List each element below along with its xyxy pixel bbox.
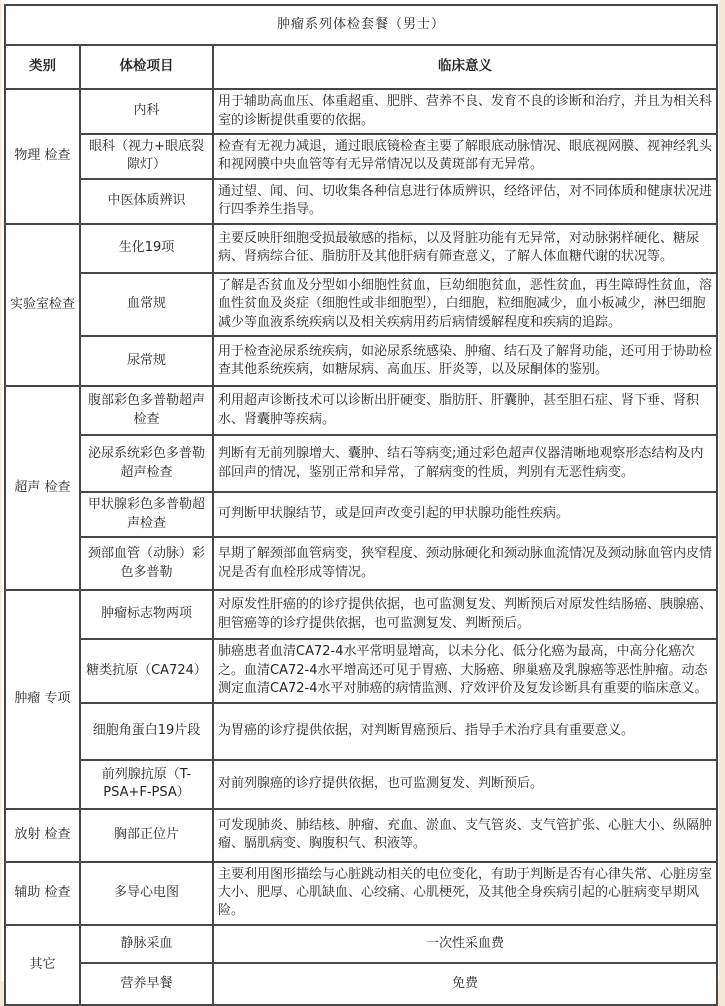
item-cell: 糖类抗原（CA724） (80, 639, 213, 702)
item-cell: 眼科（视力+眼底裂隙灯） (80, 134, 213, 179)
table-row (5, 809, 717, 862)
meaning-cell: 主要利用图形描绘与心脏跳动相关的电位变化，有助于判断是否有心律失常、心脏房室大小、肥厚、心肌缺血、心绞痛、心肌梗死，及其他全身疾病引起的心脏病变早期风险。 (213, 862, 717, 925)
table-row (5, 179, 717, 224)
meaning-cell: 可判断甲状腺结节，或是回声改变引起的甲状腺功能性疾病。 (213, 492, 717, 537)
item-cell: 颈部血管（动脉）彩色多普勒 (80, 537, 213, 590)
meaning-cell: 主要反映肝细胞受损最敏感的指标，以及肾脏功能有无异常，对动脉粥样硬化、糖尿病、肾病综合征、脂肪肝及其他肝病有筛查意义，了解人体血糖代谢的状况等。 (213, 224, 717, 273)
meaning-cell: 利用超声诊断技术可以诊断出肝硬变、脂肪肝、肝囊肿，甚至胆石症、肾下垂、肾积水、肾囊肿等疾病。 (213, 386, 717, 435)
col-header-category: 类别 (5, 45, 80, 89)
meaning-cell: 检查有无视力减退，通过眼底镜检查主要了解眼底动脉情况、眼底视网膜、视神经乳头和视网膜中央血管等有无异常情况以及黄斑部有无异常。 (213, 134, 717, 179)
table-row (5, 336, 717, 386)
table-row (5, 134, 717, 179)
meaning-cell: 对原发性肝癌的的诊疗提供依据，也可监测复发、判断预后对原发性结肠癌、胰腺癌、胆管癌等的诊疗提供依据，也可监测复发、判断预后。 (213, 590, 717, 639)
table-row (5, 925, 717, 963)
table-row (5, 537, 717, 590)
item-cell: 多导心电图 (80, 862, 213, 925)
category-cell-tumor: 肿瘤 专项 (5, 590, 80, 808)
category-cell-other: 其它 (5, 925, 80, 1005)
table-row (5, 703, 717, 760)
meaning-cell: 一次性采血费 (213, 925, 717, 963)
item-cell: 中医体质辨识 (80, 179, 213, 224)
meaning-cell: 用于辅助高血压、体重超重、肥胖、营养不良、发育不良的诊断和治疗，并且为相关科室的诊断提供重要的依据。 (213, 89, 717, 134)
table-row (5, 386, 717, 435)
item-cell: 静脉采血 (80, 925, 213, 963)
category-cell-laboratory: 实验室检查 (5, 224, 80, 386)
meaning-cell: 通过望、闻、问、切收集各种信息进行体质辨识，经络评估，对不同体质和健康状况进行四季养生指导。 (213, 179, 717, 224)
col-header-item: 体检项目 (80, 45, 213, 89)
col-header-meaning: 临床意义 (213, 45, 717, 89)
document-page (1, 0, 719, 991)
table-row (5, 862, 717, 925)
meaning-cell: 为胃癌的诊疗提供依据，对判断胃癌预后、指导手术治疗具有重要意义。 (213, 703, 717, 760)
category-cell-auxiliary: 辅助 检查 (5, 862, 80, 925)
table-row (5, 224, 717, 273)
meaning-cell: 了解是否贫血及分型如小细胞性贫血，巨幼细胞贫血，恶性贫血，再生障碍性贫血，溶血性贫血及炎症（细胞性或非细胞型），白细胞，粒细胞减少，血小板减少，淋巴细胞减少等血液系统疾病以及相关疾病用药后病情缓解程度和疾病的追踪。 (213, 273, 717, 336)
table-row (5, 273, 717, 336)
category-cell-physical: 物理 检查 (5, 89, 80, 224)
item-cell: 尿常规 (80, 336, 213, 386)
table-row (5, 760, 717, 809)
meaning-cell: 免费 (213, 963, 717, 1005)
meaning-cell: 用于检查泌尿系统疾病，如泌尿系统感染、肿瘤、结石及了解肾功能，还可用于协助检查其他系统疾病，如糖尿病、高血压、肝炎等，以及尿酮体的鉴别。 (213, 336, 717, 386)
category-cell-radiology: 放射 检查 (5, 809, 80, 862)
item-cell: 内科 (80, 89, 213, 134)
item-cell: 肿瘤标志物两项 (80, 590, 213, 639)
table-row (5, 435, 717, 492)
title-row (5, 5, 717, 45)
table-row (5, 492, 717, 537)
table-row (5, 89, 717, 134)
table-row (5, 639, 717, 702)
category-cell-ultrasound: 超声 检查 (5, 386, 80, 590)
page-title: 肿瘤系列体检套餐（男士） (5, 5, 717, 45)
table-row (5, 963, 717, 1005)
meaning-cell: 可发现肺炎、肺结核、肿瘤、充血、淤血、支气管炎、支气管扩张、心脏大小、纵隔肿瘤、膈肌病变、胸腹积气、积液等。 (213, 809, 717, 862)
item-cell: 甲状腺彩色多普勒超声检查 (80, 492, 213, 537)
meaning-cell: 对前列腺癌的诊疗提供依据，也可监测复发、判断预后。 (213, 760, 717, 809)
meaning-cell: 肺癌患者血清CA72-4水平常明显增高，以未分化、低分化癌为最高，中高分化癌次之。血清CA72-4水平增高还可见于胃癌、大肠癌、卵巢癌及乳腺癌等恶性肿瘤。动态测定血清CA72-4水平对肺癌的病情监测、疗效评价及复发诊断具有重要的临床意义。 (213, 639, 717, 702)
item-cell: 腹部彩色多普勒超声检查 (80, 386, 213, 435)
item-cell: 泌尿系统彩色多普勒超声检查 (80, 435, 213, 492)
item-cell: 前列腺抗原（T-PSA+F-PSA） (80, 760, 213, 809)
item-cell: 血常规 (80, 273, 213, 336)
item-cell: 胸部正位片 (80, 809, 213, 862)
meaning-cell: 早期了解颈部血管病变，狭窄程度、颈动脉硬化和颈动脉血流情况及颈动脉血管内皮情况是否有血栓形成等情况。 (213, 537, 717, 590)
item-cell: 细胞角蛋白19片段 (80, 703, 213, 760)
item-cell: 生化19项 (80, 224, 213, 273)
checkup-package-table (4, 4, 718, 1006)
item-cell: 营养早餐 (80, 963, 213, 1005)
meaning-cell: 判断有无前列腺增大、囊肿、结石等病变;通过彩色超声仪器清晰地观察形态结构及内部回声的情况，鉴别正常和异常，了解病变的性质，判别有无恶性病变。 (213, 435, 717, 492)
table-row (5, 590, 717, 639)
table-header-row (5, 45, 717, 89)
